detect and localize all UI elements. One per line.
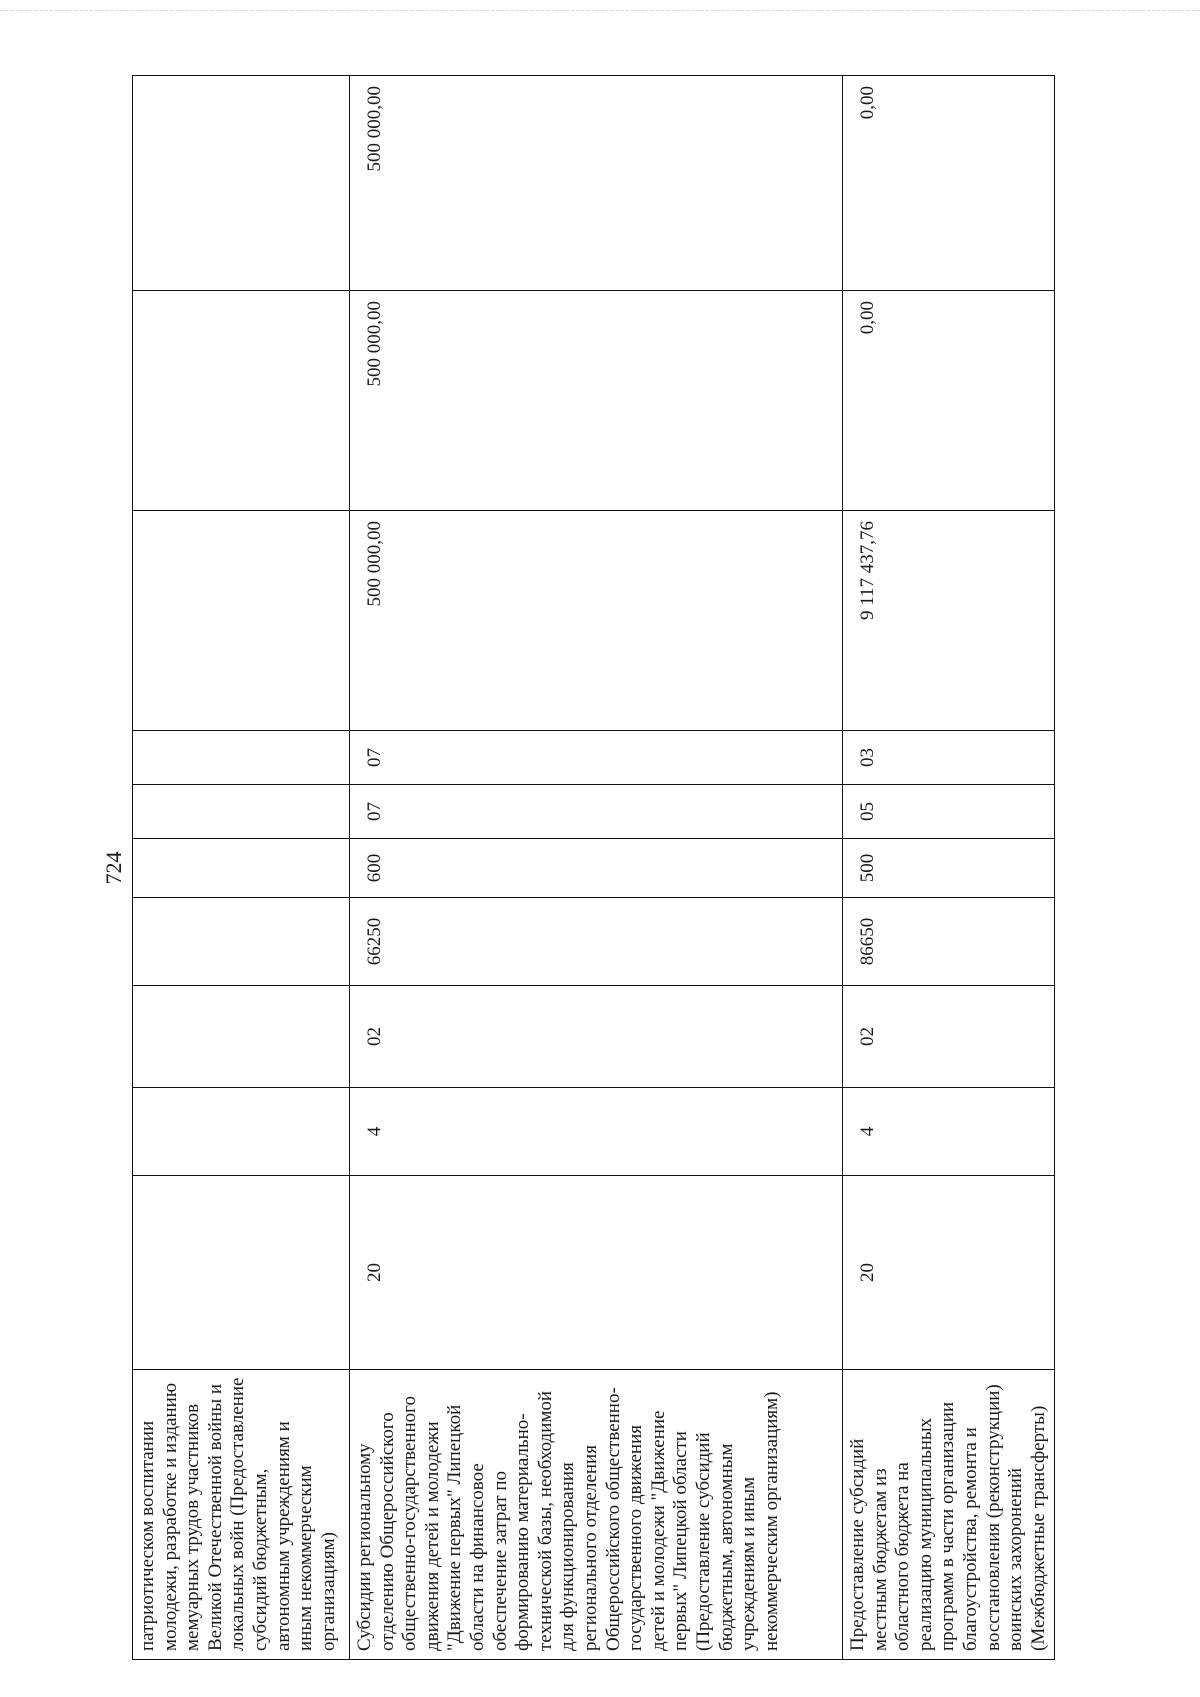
table-row: [350, 76, 843, 1660]
row-code-7: 03: [843, 731, 1055, 785]
row-amount-2: 500 000,00: [350, 291, 843, 511]
row-code-6: 07: [350, 785, 843, 839]
row-amount-3: 0,00: [843, 76, 1055, 291]
row-code-7: 07: [350, 731, 843, 785]
row-amount-1: 500 000,00: [350, 511, 843, 731]
row-description: Предоставление субсидий местным бюджетам из областного бюджета на реализацию муниципальных программ в части организации благоустройства, ремонта и восстановления (реконструкции) воинских захоронений (Межбюджетные трансферты): [843, 1370, 1055, 1660]
row-code-3: 02: [843, 986, 1055, 1088]
row-code-5: 500: [843, 839, 1055, 898]
row-amount-1: 9 117 437,76: [843, 511, 1055, 731]
budget-table: [132, 75, 1055, 1660]
page-number: 724: [101, 851, 126, 885]
row-code-1: [133, 1176, 350, 1370]
row-code-6: [133, 785, 350, 839]
row-code-4: 66250: [350, 898, 843, 986]
row-code-1: 20: [350, 1176, 843, 1370]
row-code-5: 600: [350, 839, 843, 898]
table-row: [133, 76, 350, 1660]
row-code-7: [133, 731, 350, 785]
row-code-5: [133, 839, 350, 898]
row-code-2: 4: [350, 1088, 843, 1176]
row-amount-2: 0,00: [843, 291, 1055, 511]
row-code-1: 20: [843, 1176, 1055, 1370]
row-code-2: 4: [843, 1088, 1055, 1176]
row-code-3: 02: [350, 986, 843, 1088]
row-description: патриотическом воспитании молодежи, разработке и изданию мемуарных трудов участников Великой Отечественной войны и локальных войн (Предоставление субсидий бюджетным, автономным учреждениям и иным некоммерческим организациям): [133, 1370, 350, 1660]
row-code-6: 05: [843, 785, 1055, 839]
table-row: [843, 76, 1055, 1660]
row-code-2: [133, 1088, 350, 1176]
row-amount-3: [133, 76, 350, 291]
row-amount-1: [133, 511, 350, 731]
row-code-3: [133, 986, 350, 1088]
rotated-page: [76, 76, 1156, 1660]
row-description: Субсидии региональному отделению Общероссийского общественно-государственного движения детей и молодежи "Движение первых" Липецкой области на финансовое обеспечение затрат по формированию материально-технической базы, необходимой для функционирования регионального отделения Общероссийского общественно-государственного движения детей и молодежи "Движение первых" Липецкой области (Предоставление субсидий бюджетным, автономным учреждениям и иным некоммерческим организациям): [350, 1370, 843, 1660]
row-amount-2: [133, 291, 350, 511]
row-code-4: 86650: [843, 898, 1055, 986]
row-amount-3: 500 000,00: [350, 76, 843, 291]
row-code-4: [133, 898, 350, 986]
scan-top-edge: [0, 10, 1200, 11]
